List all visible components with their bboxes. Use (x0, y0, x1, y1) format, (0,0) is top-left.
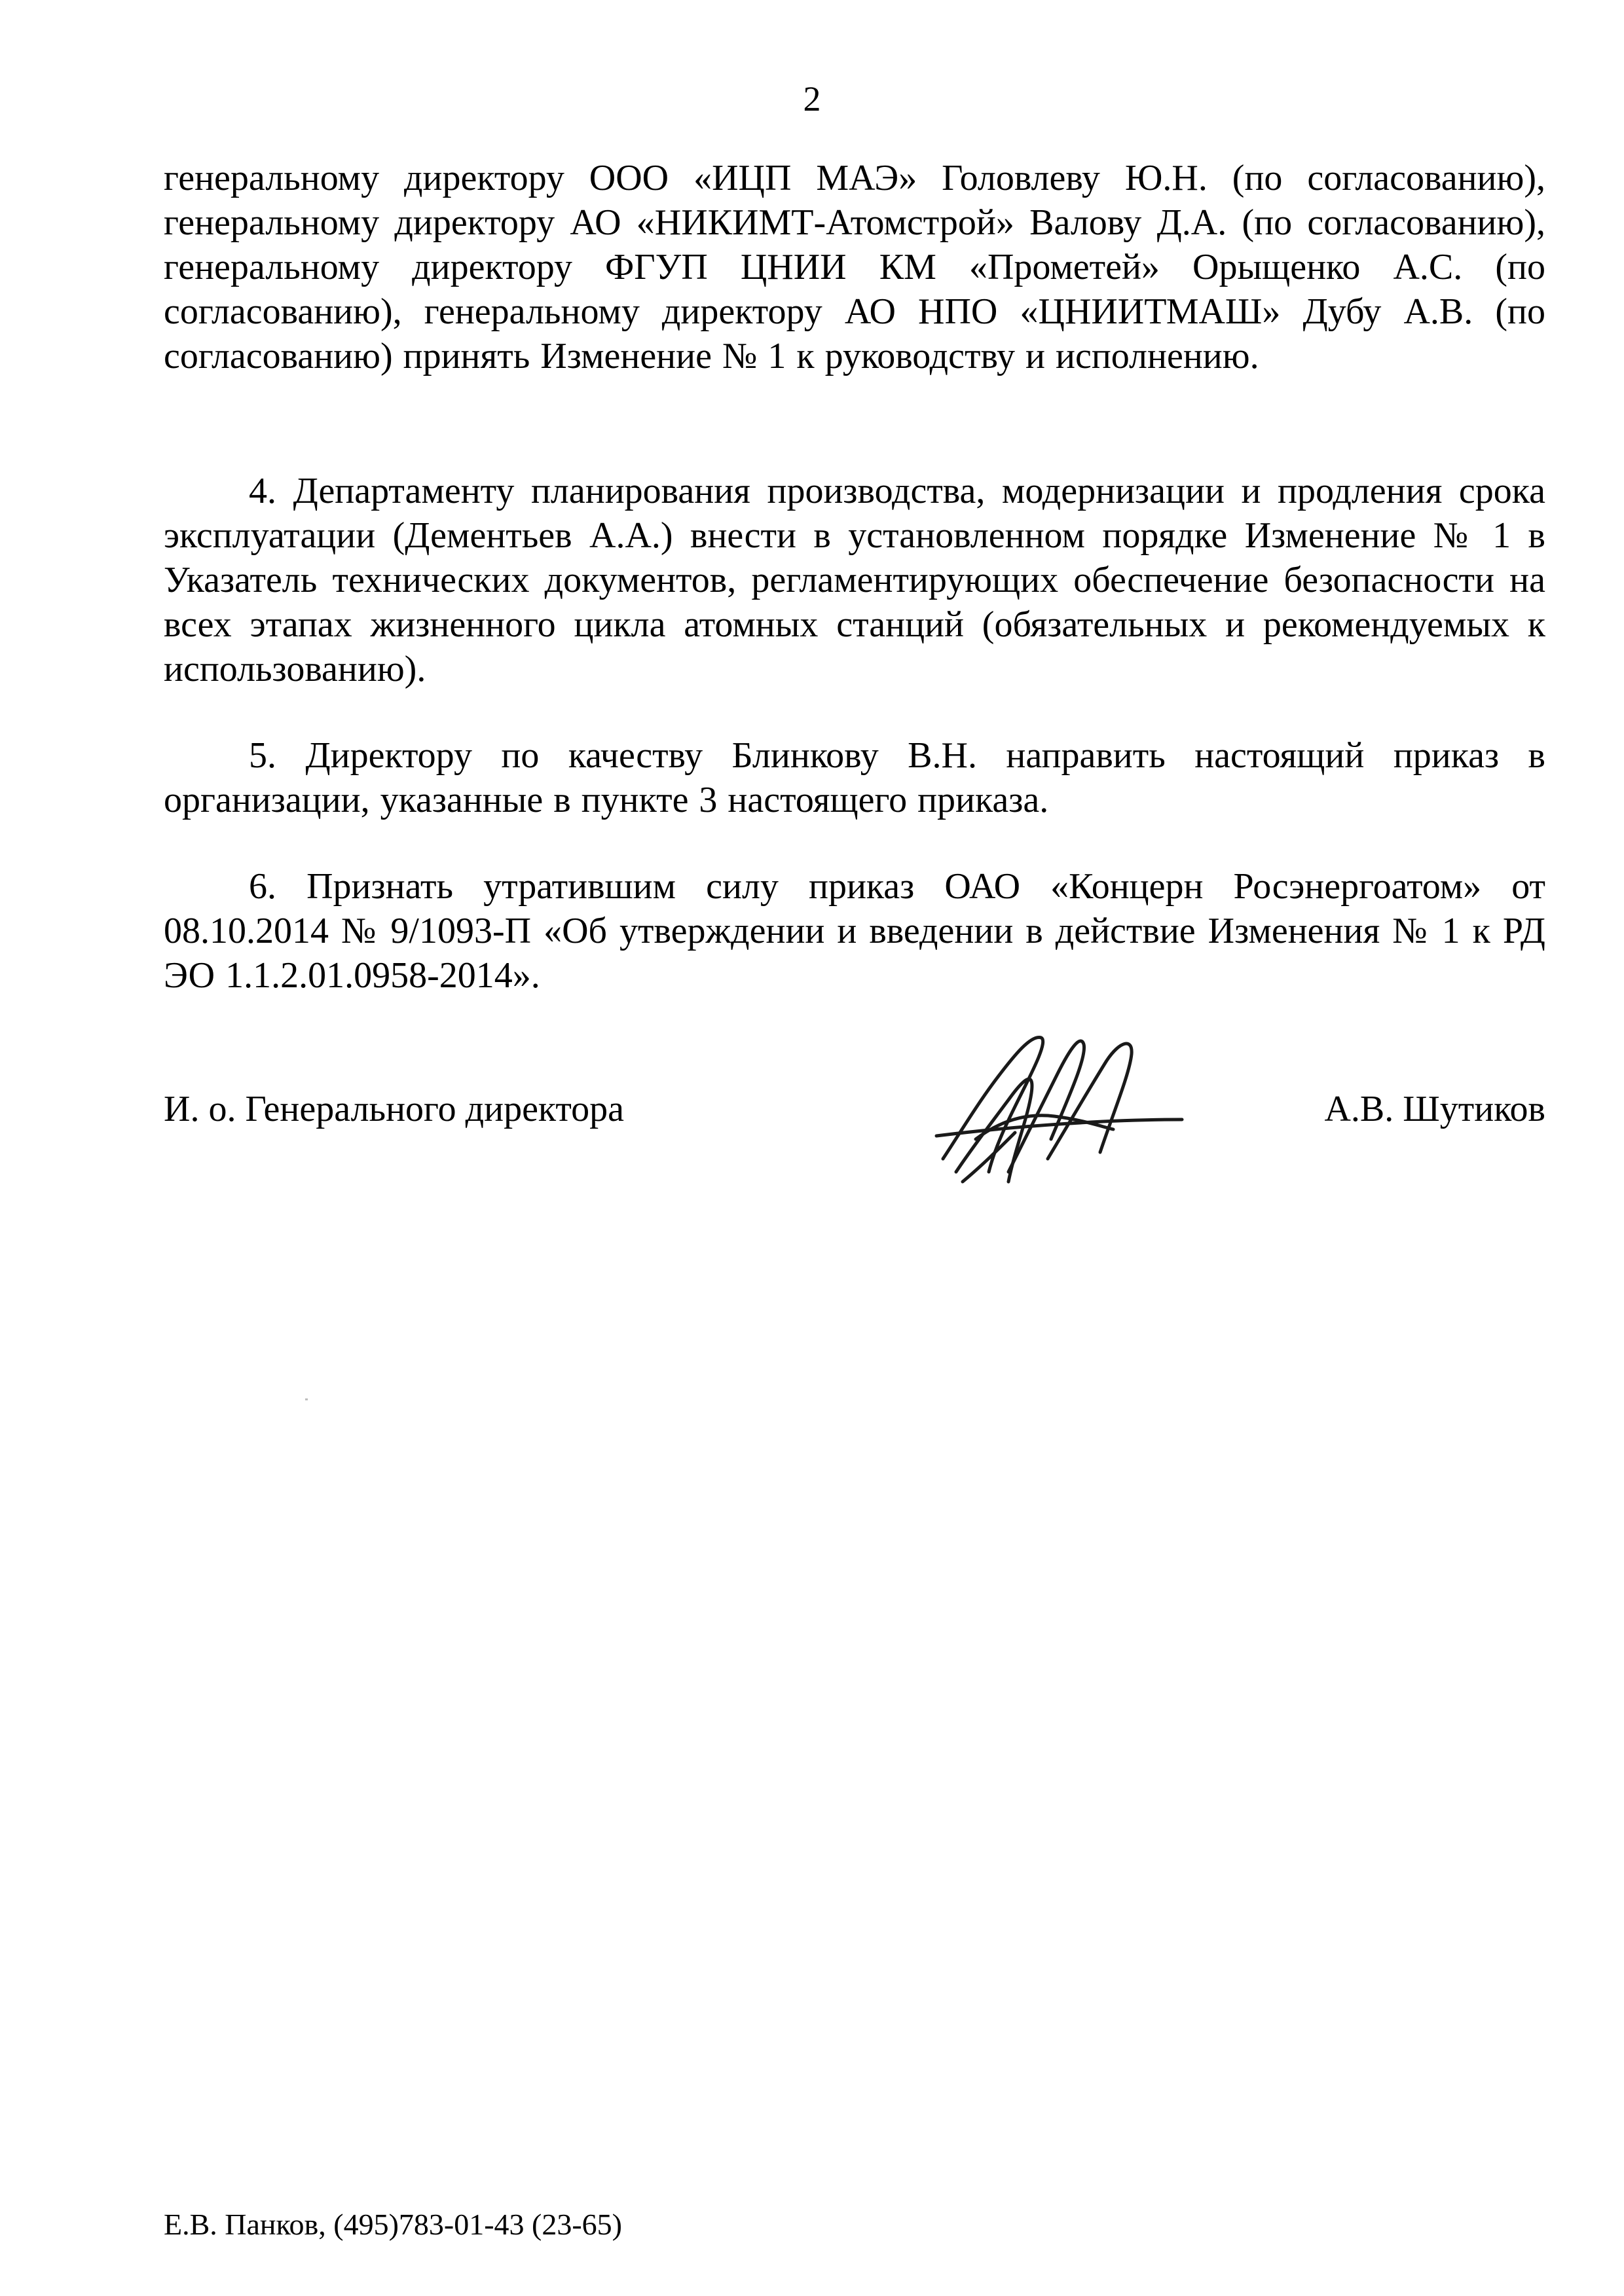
signatory-name: А.В. Шутиков (1324, 1089, 1545, 1129)
signature-block (164, 1087, 1545, 1139)
paragraph-continuation: генеральному директору ООО «ИЦП МАЭ» Головлеву Ю.Н. (по согласованию), генеральному директору АО «НИКИМТ-Атомстрой» Валову Д.А. (по согласованию), генеральному директору ФГУП ЦНИИ КМ «Прометей» Орыщенко А.С. (по согласованию), генеральному директору АО НПО «ЦНИИТМАШ» Дубу А.В. (по согласованию) принять Изменение № 1 к руководству и исполнению. (164, 158, 1545, 376)
scan-dust-mark (305, 1398, 308, 1400)
page-number: 2 (803, 79, 821, 118)
paragraph-item-4: 4. Департаменту планирования производства, модернизации и продления срока эксплуатации (Дементьев А.А.) внести в установленном порядке Изменение № 1 в Указатель технических документов, регламентирующих обеспечение безопасности на всех этапах жизненного цикла атомных станций (обязательных и рекомендуемых к использованию). (164, 471, 1545, 689)
executor-footer: Е.В. Панков, (495)783-01-43 (23-65) (164, 2208, 622, 2241)
signatory-title: И. о. Генерального директора (164, 1089, 624, 1129)
paragraph-item-5: 5. Директору по качеству Блинкову В.Н. направить настоящий приказ в организации, указанные в пункте 3 настоящего приказа. (164, 735, 1545, 820)
paragraph-item-6: 6. Признать утратившим силу приказ ОАО «Концерн Росэнергоатом» от 08.10.2014 № 9/1093-П «Об утверждении и введении в действие Изменения № 1 к РД ЭО 1.1.2.01.0958-2014». (164, 866, 1545, 996)
handwritten-signature-icon (917, 1008, 1192, 1205)
